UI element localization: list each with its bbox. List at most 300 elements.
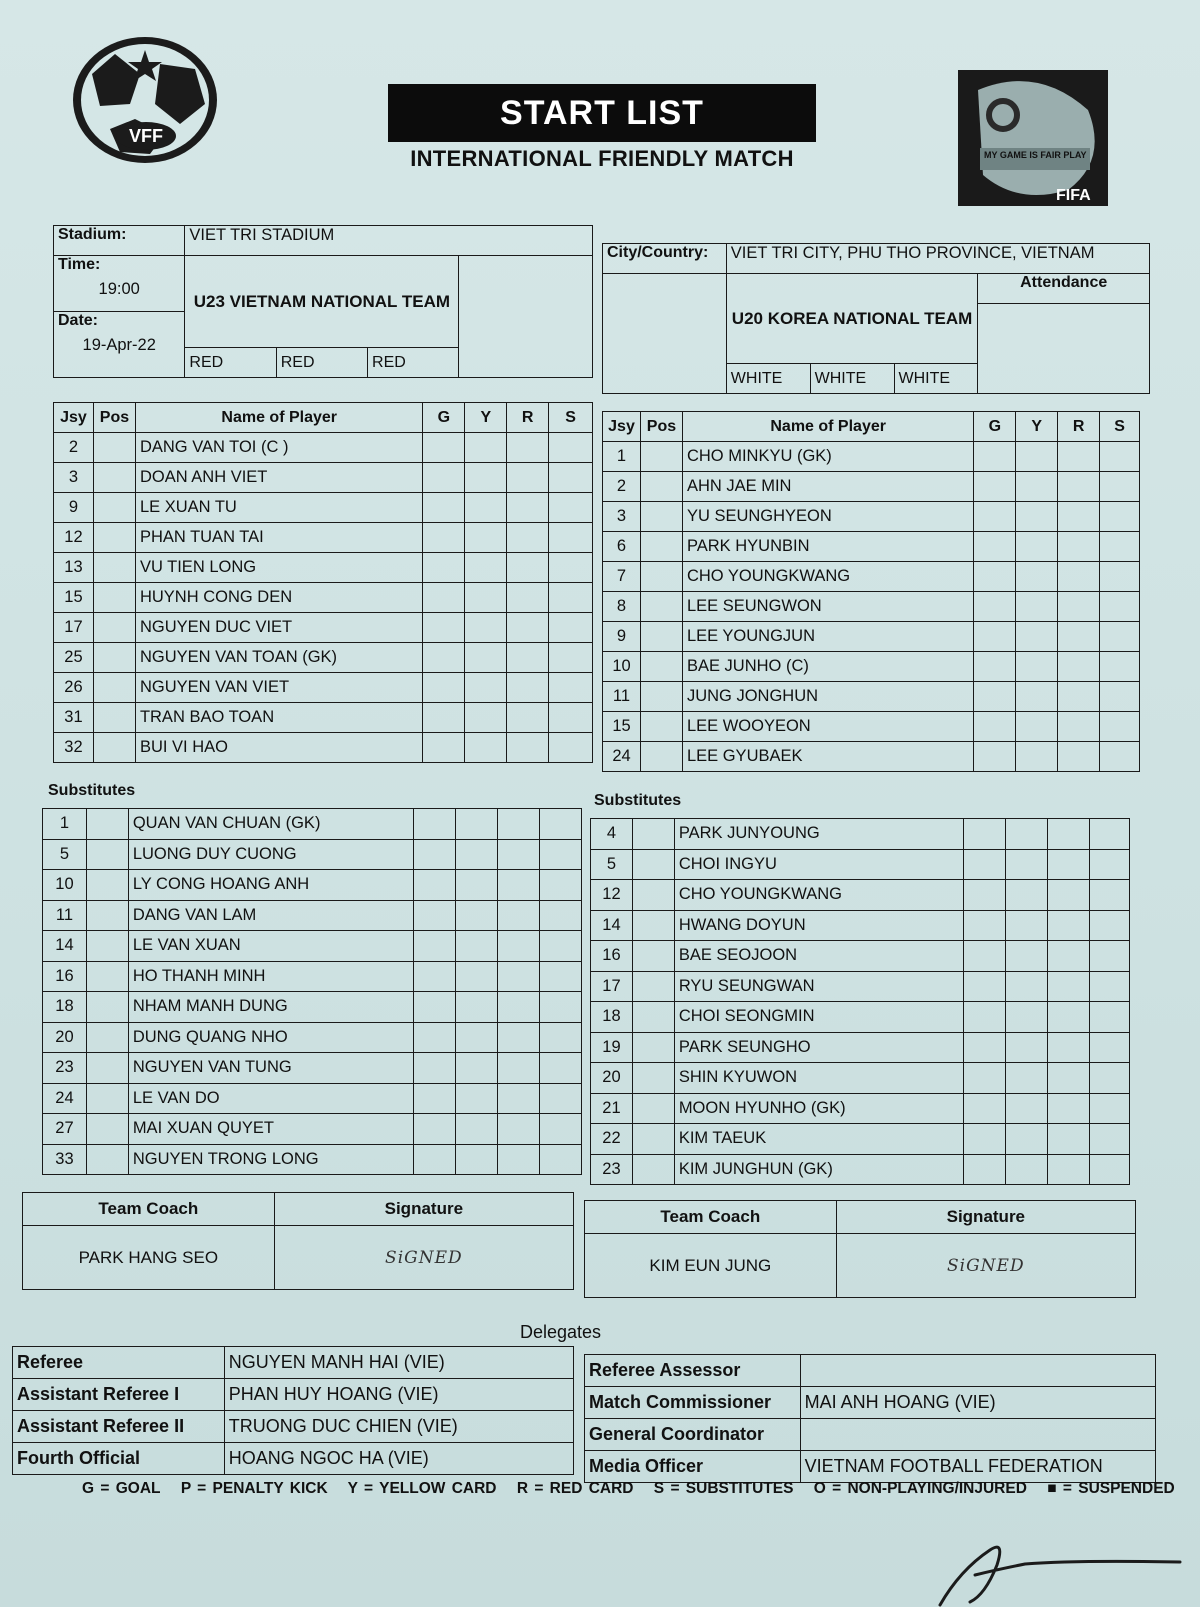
away-starter-yellow-cell	[1016, 712, 1058, 742]
home-sub-sub-cell	[540, 1114, 582, 1145]
home-starter-jsy-cell: 17	[54, 613, 94, 643]
home-sub-yellow-cell	[456, 900, 498, 931]
away-coach-label: Team Coach	[585, 1201, 837, 1234]
vff-logo-text: VFF	[129, 126, 163, 146]
away-sub-red-cell	[1048, 880, 1090, 911]
away-sub-row	[591, 1154, 1130, 1185]
away-sub-goal-cell	[964, 941, 1006, 972]
home-sub-row	[43, 839, 582, 870]
home-sub-yellow-cell	[456, 809, 498, 840]
home-starter-yellow-cell	[465, 553, 507, 583]
away-sub-goal-cell	[964, 910, 1006, 941]
home-sub-row	[43, 809, 582, 840]
home-sub-yellow-cell	[456, 1022, 498, 1053]
away-sub-red-cell	[1048, 1002, 1090, 1033]
away-starter-red-cell	[1058, 622, 1100, 652]
home-sub-goal-cell	[414, 809, 456, 840]
away-sub-sub-cell	[1090, 880, 1130, 911]
home-sub-jsy-cell: 16	[43, 961, 87, 992]
away-sub-yellow-cell	[1006, 819, 1048, 850]
away-starter-name-cell: LEE SEUNGWON	[682, 592, 973, 622]
home-starter-row	[54, 643, 593, 673]
home-sub-row	[43, 1083, 582, 1114]
home-sub-row	[43, 1053, 582, 1084]
away-sub-red-cell	[1048, 971, 1090, 1002]
date-label: Date:	[58, 312, 99, 329]
home-sub-yellow-cell	[456, 931, 498, 962]
away-sub-jsy-cell: 17	[591, 971, 633, 1002]
away-sub-jsy-cell: 23	[591, 1154, 633, 1185]
home-starter-goal-cell	[423, 463, 465, 493]
home-sub-goal-cell	[414, 1114, 456, 1145]
city-label: City/Country:	[603, 244, 727, 274]
delegates-title: Delegates	[520, 1322, 602, 1342]
home-sub-pos-cell	[86, 870, 128, 901]
away-sub-goal-cell	[964, 1032, 1006, 1063]
away-starter-pos-cell	[640, 502, 682, 532]
delegate-role: Media Officer	[585, 1451, 801, 1483]
away-sub-name-cell: MOON HYUNHO (GK)	[674, 1093, 964, 1124]
away-sub-goal-cell	[964, 1154, 1006, 1185]
home-sub-red-cell	[498, 931, 540, 962]
away-starter-jsy-cell: 15	[603, 712, 641, 742]
away-starter-red-cell	[1058, 442, 1100, 472]
home-starter-red-cell	[507, 493, 549, 523]
home-starter-name-cell: NGUYEN VAN TOAN (GK)	[135, 643, 423, 673]
home-starter-jsy-cell: 15	[54, 583, 94, 613]
home-starter-sub-cell	[549, 703, 593, 733]
home-sub-row	[43, 992, 582, 1023]
away-sub-yellow-cell	[1006, 1063, 1048, 1094]
home-sub-jsy-cell: 14	[43, 931, 87, 962]
away-starter-goal-cell	[974, 652, 1016, 682]
delegate-name: HOANG NGOC HA (VIE)	[224, 1443, 573, 1475]
home-starter-name-cell: DANG VAN TOI (C )	[135, 433, 423, 463]
away-sub-sub-cell	[1090, 1124, 1130, 1155]
home-sub-jsy-cell: 1	[43, 809, 87, 840]
home-starter-yellow-cell	[465, 613, 507, 643]
away-sub-jsy-cell: 22	[591, 1124, 633, 1155]
away-starter-jsy-cell: 11	[603, 682, 641, 712]
away-sub-jsy-cell: 20	[591, 1063, 633, 1094]
away-starter-red-cell	[1058, 532, 1100, 562]
home-sub-name-cell: LE VAN DO	[128, 1083, 414, 1114]
legend-subs: S = SUBSTITUTES	[653, 1480, 794, 1497]
home-sub-goal-cell	[414, 900, 456, 931]
home-starter-jsy-cell: 12	[54, 523, 94, 553]
away-sub-name-cell: KIM JUNGHUN (GK)	[674, 1154, 964, 1185]
home-sub-row	[43, 870, 582, 901]
away-sub-sub-cell	[1090, 1093, 1130, 1124]
away-sub-row	[591, 1063, 1130, 1094]
home-starter-red-cell	[507, 673, 549, 703]
away-starter-pos-cell	[640, 742, 682, 772]
away-starter-name-cell: AHN JAE MIN	[682, 472, 973, 502]
home-starter-yellow-cell	[465, 673, 507, 703]
away-starter-sub-cell	[1100, 562, 1140, 592]
away-starter-sub-cell	[1100, 652, 1140, 682]
home-sub-name-cell: LY CONG HOANG ANH	[128, 870, 414, 901]
fair-play-logo-text: MY GAME IS FAIR PLAY	[984, 150, 1087, 160]
away-starter-row	[603, 622, 1140, 652]
home-starter-goal-cell	[423, 733, 465, 763]
home-starter-goal-cell	[423, 553, 465, 583]
home-sub-jsy-cell: 20	[43, 1022, 87, 1053]
home-coach-label: Team Coach	[23, 1193, 275, 1226]
delegate-row	[13, 1443, 574, 1475]
home-substitutes-table	[42, 808, 582, 1175]
away-sub-pos-cell	[632, 1002, 674, 1033]
away-sub-goal-cell	[964, 849, 1006, 880]
home-sub-yellow-cell	[456, 839, 498, 870]
away-sub-pos-cell	[632, 941, 674, 972]
away-sub-name-cell: RYU SEUNGWAN	[674, 971, 964, 1002]
home-sub-red-cell	[498, 992, 540, 1023]
home-sub-row	[43, 931, 582, 962]
away-starter-name-cell: YU SEUNGHYEON	[682, 502, 973, 532]
away-starter-red-cell	[1058, 652, 1100, 682]
away-starter-jsy-cell: 1	[603, 442, 641, 472]
away-starter-pos-cell	[640, 712, 682, 742]
home-sub-sub-cell	[540, 870, 582, 901]
away-sub-jsy-cell: 16	[591, 941, 633, 972]
away-starter-row	[603, 562, 1140, 592]
away-sub-sub-cell	[1090, 910, 1130, 941]
home-starter-name-cell: TRAN BAO TOAN	[135, 703, 423, 733]
home-starter-yellow-cell	[465, 433, 507, 463]
home-sub-yellow-cell	[456, 1144, 498, 1175]
home-sub-pos-cell	[86, 900, 128, 931]
home-starter-red-cell	[507, 433, 549, 463]
home-starter-pos-cell	[93, 553, 135, 583]
home-sub-pos-cell	[86, 1144, 128, 1175]
away-starter-row	[603, 652, 1140, 682]
home-sub-jsy-cell: 27	[43, 1114, 87, 1145]
home-sub-pos-cell	[86, 1114, 128, 1145]
home-starter-name-cell: BUI VI HAO	[135, 733, 423, 763]
away-sub-red-cell	[1048, 910, 1090, 941]
home-starter-row	[54, 613, 593, 643]
away-starter-pos-cell	[640, 442, 682, 472]
away-starter-red-cell	[1058, 742, 1100, 772]
away-sub-pos-cell	[632, 971, 674, 1002]
away-starter-name-cell: LEE YOUNGJUN	[682, 622, 973, 652]
away-starter-jsy-cell: 10	[603, 652, 641, 682]
home-sub-sub-cell	[540, 1083, 582, 1114]
away-sub-row	[591, 1093, 1130, 1124]
home-sub-yellow-cell	[456, 961, 498, 992]
home-sub-yellow-cell	[456, 992, 498, 1023]
away-sub-red-cell	[1048, 941, 1090, 972]
away-sub-pos-cell	[632, 1154, 674, 1185]
home-sub-row	[43, 961, 582, 992]
away-starter-jsy-cell: 7	[603, 562, 641, 592]
delegate-row	[585, 1451, 1156, 1483]
home-sub-yellow-cell	[456, 1083, 498, 1114]
home-starter-jsy-cell: 9	[54, 493, 94, 523]
home-starter-sub-cell	[549, 493, 593, 523]
home-sub-name-cell: DANG VAN LAM	[128, 900, 414, 931]
away-sub-yellow-cell	[1006, 1154, 1048, 1185]
home-sub-red-cell	[498, 809, 540, 840]
time-label: Time:	[58, 256, 101, 273]
delegate-name: NGUYEN MANH HAI (VIE)	[224, 1347, 573, 1379]
fifa-logo-text: FIFA	[1056, 187, 1091, 204]
away-sub-jsy-cell: 12	[591, 880, 633, 911]
home-starter-red-cell	[507, 583, 549, 613]
home-starter-sub-cell	[549, 463, 593, 493]
home-sub-name-cell: HO THANH MINH	[128, 961, 414, 992]
away-team-name: U20 KOREA NATIONAL TEAM	[726, 274, 978, 364]
home-sub-row	[43, 900, 582, 931]
away-starter-yellow-cell	[1016, 532, 1058, 562]
home-starter-jsy-cell: 26	[54, 673, 94, 703]
away-sub-yellow-cell	[1006, 1093, 1048, 1124]
home-sub-yellow-cell	[456, 1053, 498, 1084]
away-kit-socks: WHITE	[894, 364, 978, 394]
home-kit-socks: RED	[368, 348, 459, 378]
home-starter-row	[54, 493, 593, 523]
away-sub-jsy-cell: 21	[591, 1093, 633, 1124]
away-starter-name-cell: PARK HYUNBIN	[682, 532, 973, 562]
away-starter-row	[603, 502, 1140, 532]
away-sub-pos-cell	[632, 1063, 674, 1094]
home-sub-red-cell	[498, 1144, 540, 1175]
away-sub-yellow-cell	[1006, 941, 1048, 972]
home-sub-red-cell	[498, 839, 540, 870]
home-starter-sub-cell	[549, 733, 593, 763]
home-starter-yellow-cell	[465, 703, 507, 733]
home-starter-yellow-cell	[465, 733, 507, 763]
home-sub-sub-cell	[540, 900, 582, 931]
home-sub-red-cell	[498, 961, 540, 992]
away-starters-header: Jsy Pos Name of Player G Y R S	[603, 412, 1140, 442]
away-sub-row	[591, 819, 1130, 850]
home-starter-yellow-cell	[465, 583, 507, 613]
home-sub-jsy-cell: 5	[43, 839, 87, 870]
away-starter-name-cell: CHO YOUNGKWANG	[682, 562, 973, 592]
home-sub-goal-cell	[414, 1083, 456, 1114]
delegate-name	[800, 1355, 1155, 1387]
home-starter-red-cell	[507, 613, 549, 643]
away-sub-row	[591, 941, 1130, 972]
home-sub-pos-cell	[86, 961, 128, 992]
away-sub-yellow-cell	[1006, 1124, 1048, 1155]
away-starter-sub-cell	[1100, 682, 1140, 712]
away-sub-name-cell: CHO YOUNGKWANG	[674, 880, 964, 911]
away-sub-sub-cell	[1090, 971, 1130, 1002]
delegate-role: Referee Assessor	[585, 1355, 801, 1387]
home-starter-sub-cell	[549, 553, 593, 583]
home-sub-jsy-cell: 33	[43, 1144, 87, 1175]
home-sub-sub-cell	[540, 1144, 582, 1175]
home-sub-jsy-cell: 18	[43, 992, 87, 1023]
away-signature-label: Signature	[836, 1201, 1135, 1234]
home-starter-name-cell: PHAN TUAN TAI	[135, 523, 423, 553]
away-starter-sub-cell	[1100, 592, 1140, 622]
away-starter-row	[603, 712, 1140, 742]
away-starter-goal-cell	[974, 682, 1016, 712]
delegate-row	[13, 1411, 574, 1443]
home-sub-sub-cell	[540, 931, 582, 962]
home-starters-header: Jsy Pos Name of Player G Y R S	[54, 403, 593, 433]
away-sub-sub-cell	[1090, 819, 1130, 850]
away-sub-sub-cell	[1090, 849, 1130, 880]
delegate-name	[800, 1419, 1155, 1451]
away-starter-goal-cell	[974, 472, 1016, 502]
away-starter-pos-cell	[640, 682, 682, 712]
home-starter-red-cell	[507, 643, 549, 673]
away-starter-red-cell	[1058, 562, 1100, 592]
away-sub-pos-cell	[632, 1032, 674, 1063]
home-sub-yellow-cell	[456, 1114, 498, 1145]
away-starter-goal-cell	[974, 712, 1016, 742]
attendance-value	[978, 304, 1150, 394]
home-starter-pos-cell	[93, 613, 135, 643]
stadium-value: VIET TRI STADIUM	[185, 226, 593, 256]
delegate-role: Fourth Official	[13, 1443, 225, 1475]
home-sub-jsy-cell: 23	[43, 1053, 87, 1084]
home-starter-red-cell	[507, 553, 549, 583]
match-type: INTERNATIONAL FRIENDLY MATCH	[410, 146, 794, 171]
legend	[82, 1480, 1189, 1498]
home-starter-sub-cell	[549, 673, 593, 703]
home-sub-red-cell	[498, 1053, 540, 1084]
home-starter-jsy-cell: 25	[54, 643, 94, 673]
home-sub-sub-cell	[540, 839, 582, 870]
away-coach-table	[584, 1200, 1136, 1298]
away-sub-name-cell: SHIN KYUWON	[674, 1063, 964, 1094]
away-sub-red-cell	[1048, 1063, 1090, 1094]
away-sub-pos-cell	[632, 880, 674, 911]
legend-injured: O = NON-PLAYING/INJURED	[813, 1480, 1027, 1497]
away-coach-name: KIM EUN JUNG	[585, 1234, 837, 1298]
away-sub-sub-cell	[1090, 1002, 1130, 1033]
home-starter-name-cell: NGUYEN VAN VIET	[135, 673, 423, 703]
away-starter-yellow-cell	[1016, 562, 1058, 592]
stadium-label: Stadium:	[54, 226, 185, 256]
away-sub-jsy-cell: 19	[591, 1032, 633, 1063]
home-starter-jsy-cell: 13	[54, 553, 94, 583]
away-starter-goal-cell	[974, 562, 1016, 592]
home-sub-jsy-cell: 10	[43, 870, 87, 901]
away-sub-pos-cell	[632, 849, 674, 880]
home-coach-signature: SiGNED	[274, 1226, 573, 1290]
home-starter-goal-cell	[423, 673, 465, 703]
home-starter-red-cell	[507, 733, 549, 763]
away-starter-name-cell: BAE JUNHO (C)	[682, 652, 973, 682]
away-sub-row	[591, 910, 1130, 941]
home-sub-sub-cell	[540, 961, 582, 992]
home-kit-shirt: RED	[185, 348, 276, 378]
away-sub-row	[591, 1002, 1130, 1033]
home-match-info	[53, 225, 593, 378]
time-value: 19:00	[98, 280, 140, 298]
legend-penalty: P = PENALTY KICK	[180, 1480, 328, 1497]
home-sub-pos-cell	[86, 1053, 128, 1084]
away-sub-name-cell: BAE SEOJOON	[674, 941, 964, 972]
delegate-row	[13, 1347, 574, 1379]
home-kit-shorts: RED	[276, 348, 367, 378]
away-starter-goal-cell	[974, 442, 1016, 472]
home-starter-yellow-cell	[465, 493, 507, 523]
away-sub-yellow-cell	[1006, 971, 1048, 1002]
home-sub-row	[43, 1022, 582, 1053]
away-starter-sub-cell	[1100, 742, 1140, 772]
delegate-role: Assistant Referee I	[13, 1379, 225, 1411]
home-starter-row	[54, 583, 593, 613]
away-sub-sub-cell	[1090, 941, 1130, 972]
delegates-left-table	[12, 1346, 574, 1475]
home-sub-name-cell: DUNG QUANG NHO	[128, 1022, 414, 1053]
home-sub-red-cell	[498, 870, 540, 901]
home-starter-goal-cell	[423, 493, 465, 523]
home-sub-sub-cell	[540, 992, 582, 1023]
home-sub-yellow-cell	[456, 870, 498, 901]
away-substitutes-label: Substitutes	[594, 792, 682, 809]
home-sub-goal-cell	[414, 931, 456, 962]
home-starter-sub-cell	[549, 583, 593, 613]
away-sub-jsy-cell: 4	[591, 819, 633, 850]
home-starter-red-cell	[507, 463, 549, 493]
away-starter-goal-cell	[974, 532, 1016, 562]
away-starter-jsy-cell: 24	[603, 742, 641, 772]
away-starter-name-cell: JUNG JONGHUN	[682, 682, 973, 712]
date-value: 19-Apr-22	[82, 336, 156, 354]
away-starter-row	[603, 532, 1140, 562]
away-starter-yellow-cell	[1016, 442, 1058, 472]
away-sub-goal-cell	[964, 1124, 1006, 1155]
home-signature-label: Signature	[274, 1193, 573, 1226]
away-starter-red-cell	[1058, 682, 1100, 712]
away-sub-row	[591, 880, 1130, 911]
attendance-label: Attendance	[978, 274, 1150, 304]
away-kit-shorts: WHITE	[810, 364, 894, 394]
home-substitutes-label: Substitutes	[48, 782, 136, 799]
home-starter-row	[54, 733, 593, 763]
delegate-row	[585, 1419, 1156, 1451]
legend-yellow: Y = YELLOW CARD	[347, 1480, 497, 1497]
away-sub-pos-cell	[632, 1093, 674, 1124]
home-starter-name-cell: NGUYEN DUC VIET	[135, 613, 423, 643]
away-sub-red-cell	[1048, 1154, 1090, 1185]
delegate-role: Assistant Referee II	[13, 1411, 225, 1443]
away-sub-yellow-cell	[1006, 1002, 1048, 1033]
away-starter-pos-cell	[640, 562, 682, 592]
away-starter-pos-cell	[640, 472, 682, 502]
away-sub-sub-cell	[1090, 1154, 1130, 1185]
home-starter-pos-cell	[93, 433, 135, 463]
home-sub-name-cell: NGUYEN VAN TUNG	[128, 1053, 414, 1084]
away-sub-goal-cell	[964, 1093, 1006, 1124]
home-sub-pos-cell	[86, 1022, 128, 1053]
home-sub-pos-cell	[86, 931, 128, 962]
home-starter-goal-cell	[423, 703, 465, 733]
away-sub-yellow-cell	[1006, 849, 1048, 880]
home-sub-pos-cell	[86, 839, 128, 870]
home-starter-goal-cell	[423, 613, 465, 643]
page-title: START LIST	[388, 84, 816, 142]
away-sub-name-cell: CHOI INGYU	[674, 849, 964, 880]
away-starter-yellow-cell	[1016, 682, 1058, 712]
away-sub-jsy-cell: 5	[591, 849, 633, 880]
away-starter-jsy-cell: 2	[603, 472, 641, 502]
home-starter-yellow-cell	[465, 463, 507, 493]
city-value: VIET TRI CITY, PHU THO PROVINCE, VIETNAM	[726, 244, 1149, 274]
away-starter-red-cell	[1058, 472, 1100, 502]
delegate-name: TRUONG DUC CHIEN (VIE)	[224, 1411, 573, 1443]
away-starter-name-cell: LEE WOOYEON	[682, 712, 973, 742]
